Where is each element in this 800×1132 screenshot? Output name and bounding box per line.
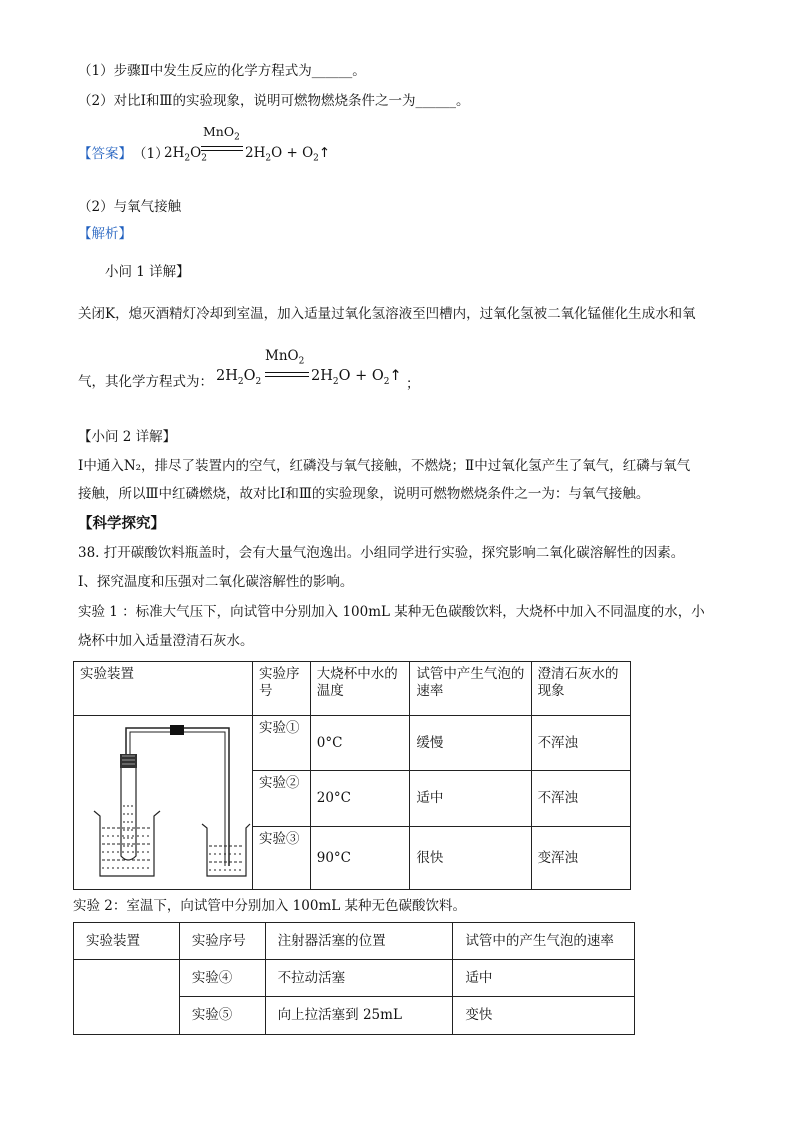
sub-question-1-title: 小问 1 详解】 bbox=[105, 264, 190, 280]
analysis-label: 【解析】 bbox=[78, 226, 132, 242]
apparatus-diagram bbox=[74, 716, 252, 884]
header-apparatus: 实验装置 bbox=[74, 662, 253, 716]
answer-number-1: （1） bbox=[133, 146, 169, 162]
cell-limewater-2: 不浑浊 bbox=[531, 771, 630, 827]
cell-rate-1: 缓慢 bbox=[410, 716, 531, 771]
cell-seq-2: 实验② bbox=[253, 771, 311, 827]
header-limewater: 澄清石灰水的现象 bbox=[531, 662, 630, 716]
header-bubble-rate-2: 试管中的产生气泡的速率 bbox=[453, 923, 635, 960]
cell-rate-2: 适中 bbox=[410, 771, 531, 827]
cell-piston-5: 向上拉活塞到 25mL bbox=[265, 997, 453, 1035]
apparatus-diagram-cell bbox=[74, 716, 253, 890]
experiment-1-table bbox=[73, 661, 631, 890]
header-temp: 大烧杯中水的温度 bbox=[310, 662, 410, 716]
header-apparatus-2: 实验装置 bbox=[74, 923, 180, 960]
header-bubble-rate: 试管中产生气泡的速率 bbox=[410, 662, 531, 716]
sub-question-2-title: 【小问 2 详解】 bbox=[78, 429, 177, 445]
catalyst-label-2: MnO$_2$ bbox=[265, 348, 305, 367]
question-38: 38. 打开碳酸饮料瓶盖时，会有大量气泡逸出。小组同学进行实验，探究影响二氧化碳溶解性的因素。 bbox=[78, 545, 685, 561]
cell-rate-5: 变快 bbox=[453, 997, 635, 1035]
equals-bar bbox=[201, 146, 243, 151]
cell-seq-1: 实验① bbox=[253, 716, 311, 771]
cell-temp-2: 20°C bbox=[310, 771, 410, 827]
cell-temp-1: 0°C bbox=[310, 716, 410, 771]
equals-bar-2 bbox=[265, 372, 309, 377]
header-piston: 注射器活塞的位置 bbox=[265, 923, 453, 960]
cell-limewater-1: 不浑浊 bbox=[531, 716, 630, 771]
header-seq-2: 实验序号 bbox=[179, 923, 265, 960]
experiment-2-text: 实验 2：室温下，向试管中分别加入 100mL 某种无色碳酸饮料。 bbox=[73, 898, 466, 914]
cell-piston-4: 不拉动活塞 bbox=[265, 960, 453, 997]
experiment-1-text-a: 实验 1 ：标准大气压下，向试管中分别加入 100mL 某种无色碳酸饮料，大烧杯中加入不同温度的水，小 bbox=[78, 604, 705, 620]
cell-limewater-3: 变浑浊 bbox=[531, 827, 630, 890]
table-row bbox=[74, 960, 635, 997]
question-1: （1）步骤Ⅱ中发生反应的化学方程式为______。 bbox=[78, 63, 366, 79]
table-header-row bbox=[74, 923, 635, 960]
cell-temp-3: 90°C bbox=[310, 827, 410, 890]
cell-rate-3: 很快 bbox=[410, 827, 531, 890]
paragraph-1b: 气，其化学方程式为： bbox=[78, 374, 213, 390]
paragraph-1: 关闭K，熄灭酒精灯冷却到室温，加入适量过氧化氢溶液至凹槽内，过氧化氢被二氧化锰催化生成水和氧 bbox=[78, 306, 696, 322]
apparatus-cell-2 bbox=[74, 960, 180, 1035]
document-page: （1）步骤Ⅱ中发生反应的化学方程式为______。 （2）对比Ⅰ和Ⅲ的实验现象，说明可燃物燃烧条件之一为______。 【答案】 （1） $2H_2O_2$ MnO$_2$ $2H_2O$ + $O_2↑$ （2）与氧气接触 【解析】 小问 1 详解】 关闭K，熄灭酒精灯冷却到室温，加入适量过氧化氢溶液至凹槽内，过氧化氢被二氧化锰催化生成水和氧 气，其化学方程式为： $2H_2O_2$ MnO$_2$ $2H_2O$ + $O_2↑$ ； 【小问 2 详解】 Ⅰ中通入N₂，排尽了装置内的空气，红磷没与氧气接触，不燃烧；Ⅱ中过氧化氢产生了氧气，红磷与氧气 接触，所以Ⅲ中红磷燃烧，故对比Ⅰ和Ⅲ的实验现象，说明可燃物燃烧条件之一为：与氧气接触。 【科学探究】 38. 打开碳酸饮料瓶盖时，会有大量气泡逸出。小组同学进行实验，探究影响二氧化碳溶解性的因素。 I、探究温度和压强对二氧化碳溶解性的影响。 实验 1 ：标准大气压下，向试管中分别加入 100mL 某种无色碳酸饮料，大烧杯中加入不同温度的水，小 烧杯中加入适量澄清石灰水。 实验装置 实验序号 大烧杯中水的温度 试管中产生气泡的速率 澄清石灰水的现象 实验① 0°C 缓慢 不浑浊 实验② 20°C 适中 不浑浊 实验③ 90°C 很快 变浑浊 实验 2：室温下，向试管中分别加入 100mL 某种无色碳酸饮料。 实验装置 实验序号 注射器活塞的位置 试管中的产生气泡的速率 实验④ 不拉动活塞 适中 实验⑤ 向上拉活塞到 25mL 变快 bbox=[0, 0, 800, 1132]
cell-rate-4: 适中 bbox=[453, 960, 635, 997]
cell-seq-4: 实验④ bbox=[179, 960, 265, 997]
cell-seq-3: 实验③ bbox=[253, 827, 311, 890]
cell-seq-5: 实验⑤ bbox=[179, 997, 265, 1035]
semicolon: ； bbox=[406, 376, 420, 392]
paragraph-2b: 接触，所以Ⅲ中红磷燃烧，故对比Ⅰ和Ⅲ的实验现象，说明可燃物燃烧条件之一为：与氧气接触。 bbox=[78, 486, 650, 502]
question-2: （2）对比Ⅰ和Ⅲ的实验现象，说明可燃物燃烧条件之一为______。 bbox=[78, 93, 470, 109]
header-seq: 实验序号 bbox=[253, 662, 311, 716]
table-header-row bbox=[74, 662, 631, 716]
section-title: 【科学探究】 bbox=[78, 515, 165, 532]
answer-label: 【答案】 bbox=[78, 146, 132, 162]
catalyst-label: MnO$_2$ bbox=[203, 124, 240, 143]
experiment-2-table bbox=[73, 922, 635, 1035]
experiment-1-text-b: 烧杯中加入适量澄清石灰水。 bbox=[78, 633, 254, 649]
table-row bbox=[74, 716, 631, 771]
part-1-heading: I、探究温度和压强对二氧化碳溶解性的影响。 bbox=[78, 574, 354, 590]
paragraph-2a: Ⅰ中通入N₂，排尽了装置内的空气，红磷没与氧气接触，不燃烧；Ⅱ中过氧化氢产生了氧气，红磷与氧气 bbox=[78, 458, 691, 474]
answer-2: （2）与氧气接触 bbox=[78, 199, 182, 215]
